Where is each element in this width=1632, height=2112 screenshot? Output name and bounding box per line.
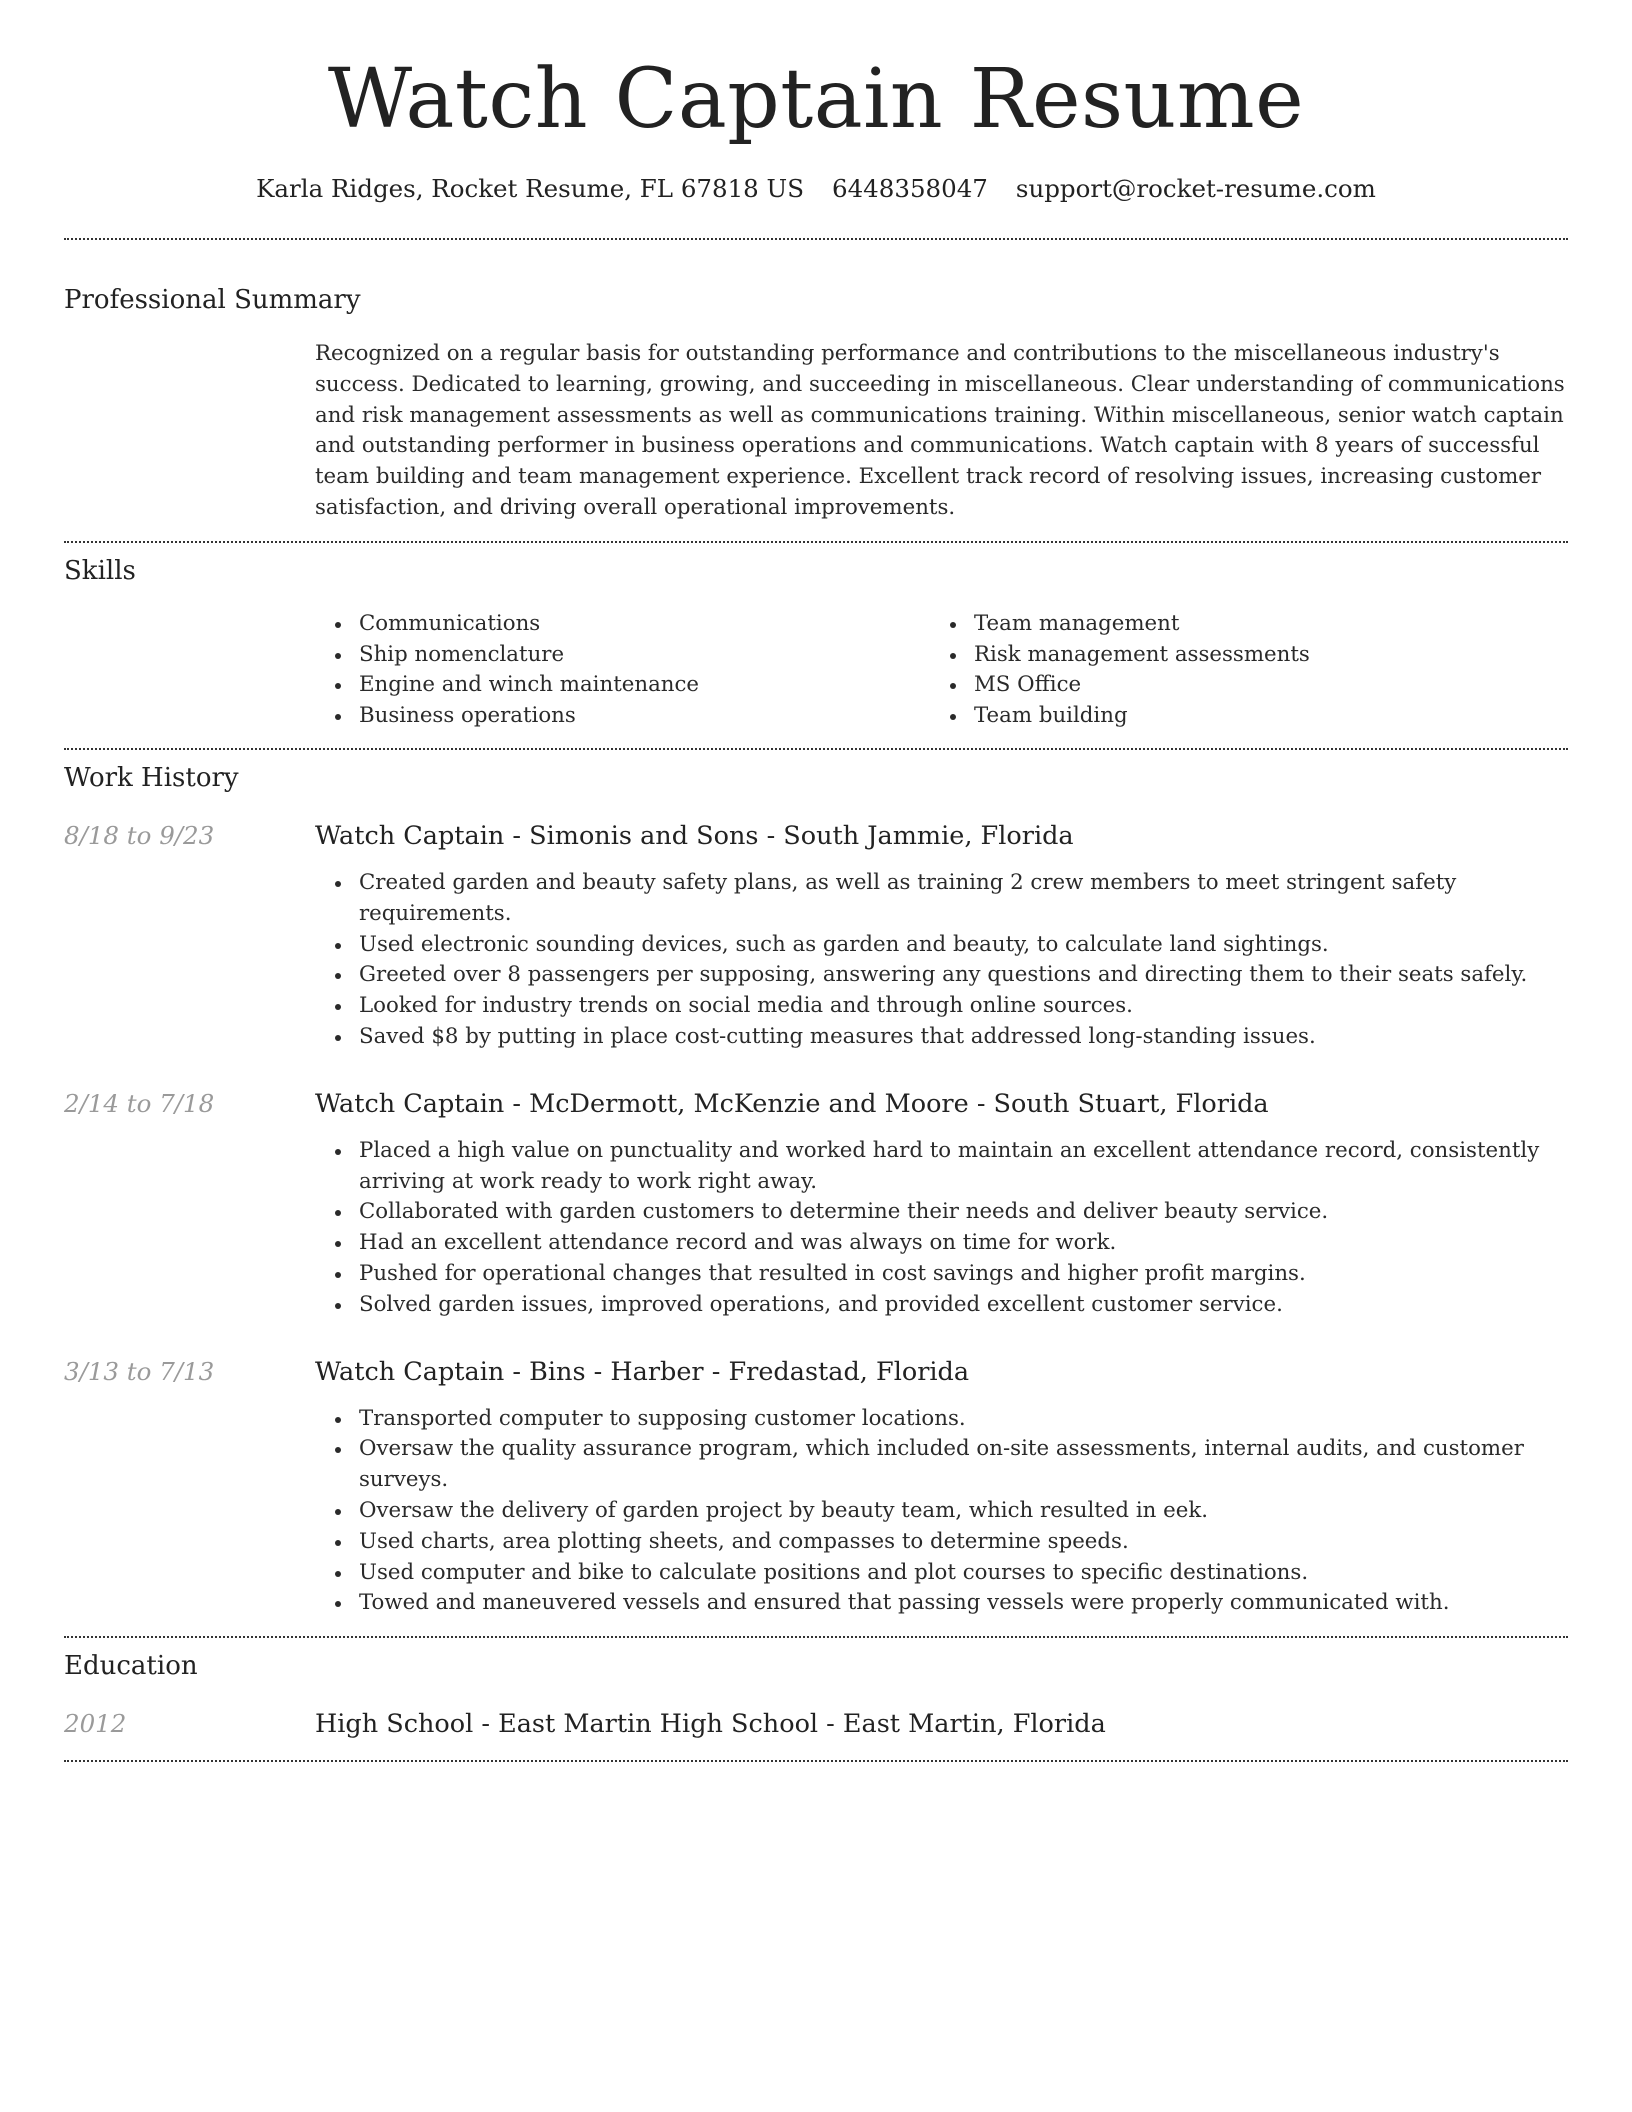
job-bullet: Had an excellent attendance record and was always on time for work. xyxy=(359,1228,1568,1259)
education-heading: Education xyxy=(64,1651,198,1682)
job-bullets xyxy=(315,868,1568,1053)
job-bullet: Transported computer to supposing customer locations. xyxy=(359,1404,1568,1435)
job-bullet: Placed a high value on punctuality and worked hard to maintain an excellent attendance record, consistently arriving at work ready to work right away. xyxy=(359,1136,1568,1198)
job-bullet: Saved $8 by putting in place cost-cutting measures that addressed long-standing issues. xyxy=(359,1022,1568,1053)
job-bullets xyxy=(315,1404,1568,1620)
skill-item: Business operations xyxy=(359,701,930,732)
job-bullet: Pushed for operational changes that resulted in cost savings and higher profit margins. xyxy=(359,1259,1568,1290)
skills-heading: Skills xyxy=(64,555,136,586)
job-bullet: Collaborated with garden customers to determine their needs and deliver beauty service. xyxy=(359,1197,1568,1228)
contact-line xyxy=(64,174,1568,204)
work-heading: Work History xyxy=(64,762,239,793)
divider xyxy=(64,748,1568,750)
skill-item: Ship nomenclature xyxy=(359,640,930,671)
contact-address: Karla Ridges, Rocket Resume, FL 67818 US xyxy=(256,174,804,203)
skill-item: Team management xyxy=(974,609,1545,640)
job-bullet: Created garden and beauty safety plans, as well as training 2 crew members to meet stringent safety requirements. xyxy=(359,868,1568,930)
job-entry xyxy=(64,1088,1568,1321)
job-bullets xyxy=(315,1136,1568,1321)
summary-section xyxy=(64,284,1568,524)
job-bullet: Oversaw the quality assurance program, which included on-site assessments, internal audits, and customer surveys. xyxy=(359,1434,1568,1496)
divider xyxy=(64,541,1568,543)
education-entry xyxy=(64,1708,1568,1740)
work-section xyxy=(64,762,1568,1619)
divider xyxy=(64,1760,1568,1762)
job-heading: Watch Captain - McDermott, McKenzie and Moore - South Stuart, Florida xyxy=(315,1088,1269,1119)
job-entry xyxy=(64,1356,1568,1620)
contact-email: support@rocket-resume.com xyxy=(1015,174,1376,203)
job-dates: 3/13 to 7/13 xyxy=(64,1356,215,1386)
education-section xyxy=(64,1650,1568,1740)
skills-list-right xyxy=(930,609,1545,732)
job-bullet: Used electronic sounding devices, such as garden and beauty, to calculate land sightings. xyxy=(359,930,1568,961)
summary-heading: Professional Summary xyxy=(64,285,361,315)
contact-phone: 6448358047 xyxy=(832,174,988,203)
job-bullet: Used charts, area plotting sheets, and compasses to determine speeds. xyxy=(359,1527,1568,1558)
job-bullet: Oversaw the delivery of garden project by beauty team, which resulted in eek. xyxy=(359,1496,1568,1527)
job-bullet: Towed and maneuvered vessels and ensured that passing vessels were properly communicated with. xyxy=(359,1588,1568,1619)
job-entry xyxy=(64,820,1568,1053)
skills-list-left xyxy=(315,609,930,732)
job-bullet: Used computer and bike to calculate positions and plot courses to specific destinations. xyxy=(359,1558,1568,1589)
skill-item: Communications xyxy=(359,609,930,640)
education-heading-line: High School - East Martin High School - East Martin, Florida xyxy=(315,1709,1106,1740)
summary-text: Recognized on a regular basis for outstanding performance and contributions to the miscellaneous industry's success. Dedicated to learning, growing, and succeeding in miscellaneous. Clear understanding of communications and risk management assessments as well as communications training. Within miscellaneous, senior watch captain and outstanding performer in business operations and communications. Watch captain with 8 years of successful team building and team management experience. Excellent track record of resolving issues, increasing customer satisfaction, and driving overall operational improvements. xyxy=(315,341,1565,520)
job-bullet: Solved garden issues, improved operations, and provided excellent customer service. xyxy=(359,1290,1568,1321)
job-dates: 8/18 to 9/23 xyxy=(64,820,215,850)
resume-title: Watch Captain Resume xyxy=(327,52,1305,147)
job-dates: 2/14 to 7/18 xyxy=(64,1088,215,1118)
job-heading: Watch Captain - Simonis and Sons - South Jammie, Florida xyxy=(315,820,1074,851)
skills-grid xyxy=(315,609,1568,732)
education-date: 2012 xyxy=(64,1709,127,1739)
divider xyxy=(64,1636,1568,1638)
skill-item: Team building xyxy=(974,701,1545,732)
skill-item: Engine and winch maintenance xyxy=(359,670,930,701)
job-bullet: Looked for industry trends on social media and through online sources. xyxy=(359,991,1568,1022)
resume-page xyxy=(64,0,1568,1762)
skill-item: Risk management assessments xyxy=(974,640,1545,671)
skills-section xyxy=(64,555,1568,732)
skill-item: MS Office xyxy=(974,670,1545,701)
job-heading: Watch Captain - Bins - Harber - Fredastad, Florida xyxy=(315,1356,970,1387)
job-bullet: Greeted over 8 passengers per supposing, answering any questions and directing them to their seats safely. xyxy=(359,960,1568,991)
divider xyxy=(64,238,1568,240)
